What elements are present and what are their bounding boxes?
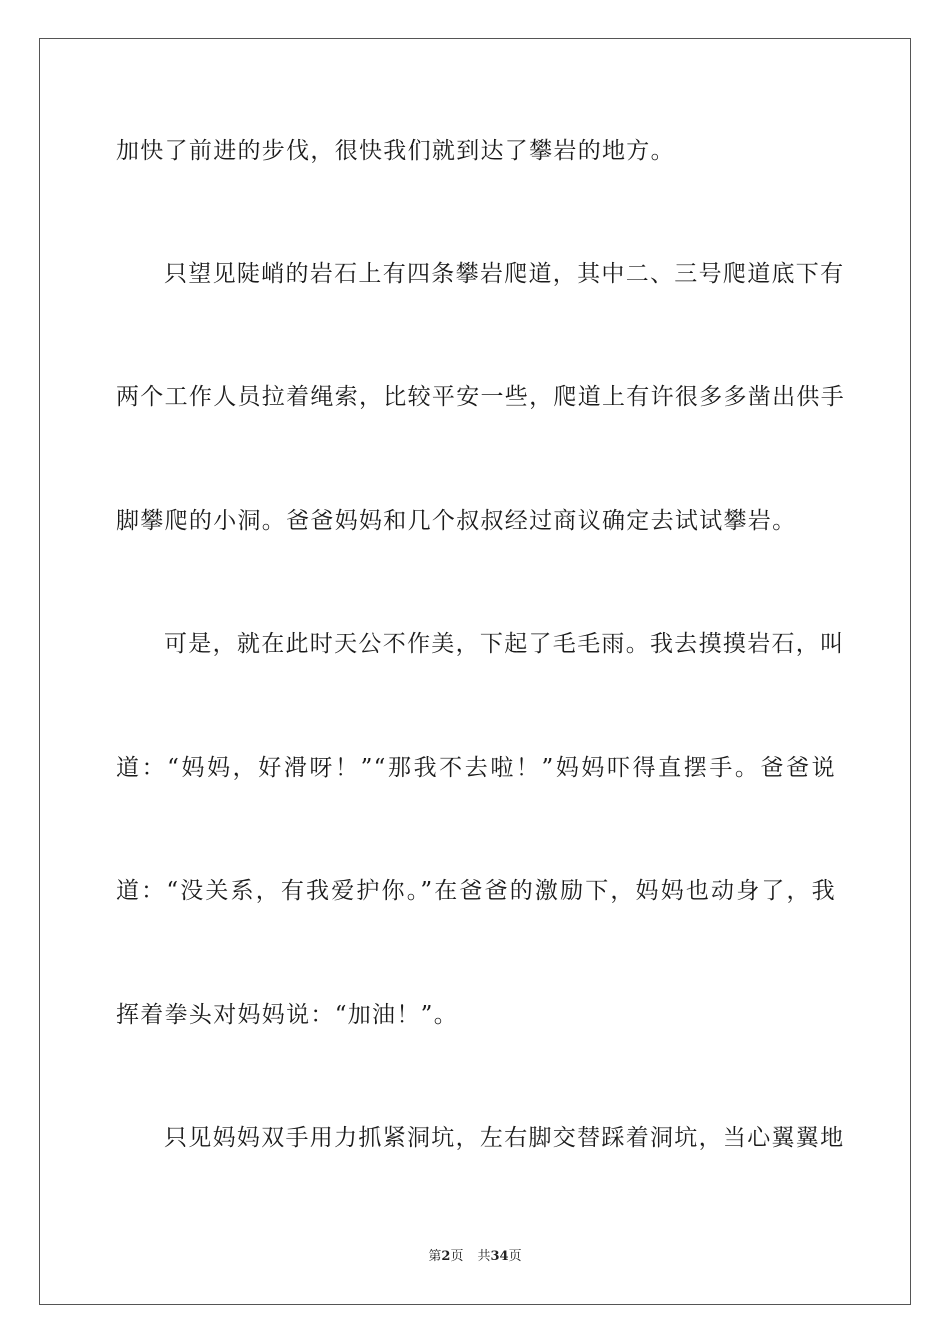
total-prefix: 共 <box>477 1249 491 1264</box>
total-suffix: 页 <box>508 1249 522 1264</box>
body-text-line: 只望见陡峭的岩石上有四条攀岩爬道，其中二、三号爬道底下有 <box>164 261 845 287</box>
body-text-line: 道：“没关系，有我爱护你。”在爸爸的激励下，妈妈也动身了，我 <box>116 878 836 904</box>
page-footer <box>0 1248 950 1266</box>
body-text-line: 只见妈妈双手用力抓紧洞坑，左右脚交替踩着洞坑，当心翼翼地 <box>164 1125 845 1151</box>
body-text-line: 脚攀爬的小洞。爸爸妈妈和几个叔叔经过商议确定去试试攀岩。 <box>116 508 797 534</box>
body-text-line: 挥着拳头对妈妈说：“加油！”。 <box>116 1002 459 1028</box>
body-text-line: 加快了前进的步伐，很快我们就到达了攀岩的地方。 <box>116 138 675 164</box>
body-text-line: 两个工作人员拉着绳索，比较平安一些，爬道上有许很多多凿出供手 <box>116 384 845 410</box>
page-number: 2 <box>441 1249 451 1264</box>
page-prefix: 第 <box>428 1249 442 1264</box>
page-border <box>39 38 911 1305</box>
body-text-line: 道：“妈妈，好滑呀！”“那我不去啦！”妈妈吓得直摆手。爸爸说 <box>116 755 836 781</box>
body-text-line: 可是，就在此时天公不作美，下起了毛毛雨。我去摸摸岩石，叫 <box>164 631 845 657</box>
page-suffix: 页 <box>450 1249 464 1264</box>
total-pages: 34 <box>490 1249 509 1264</box>
